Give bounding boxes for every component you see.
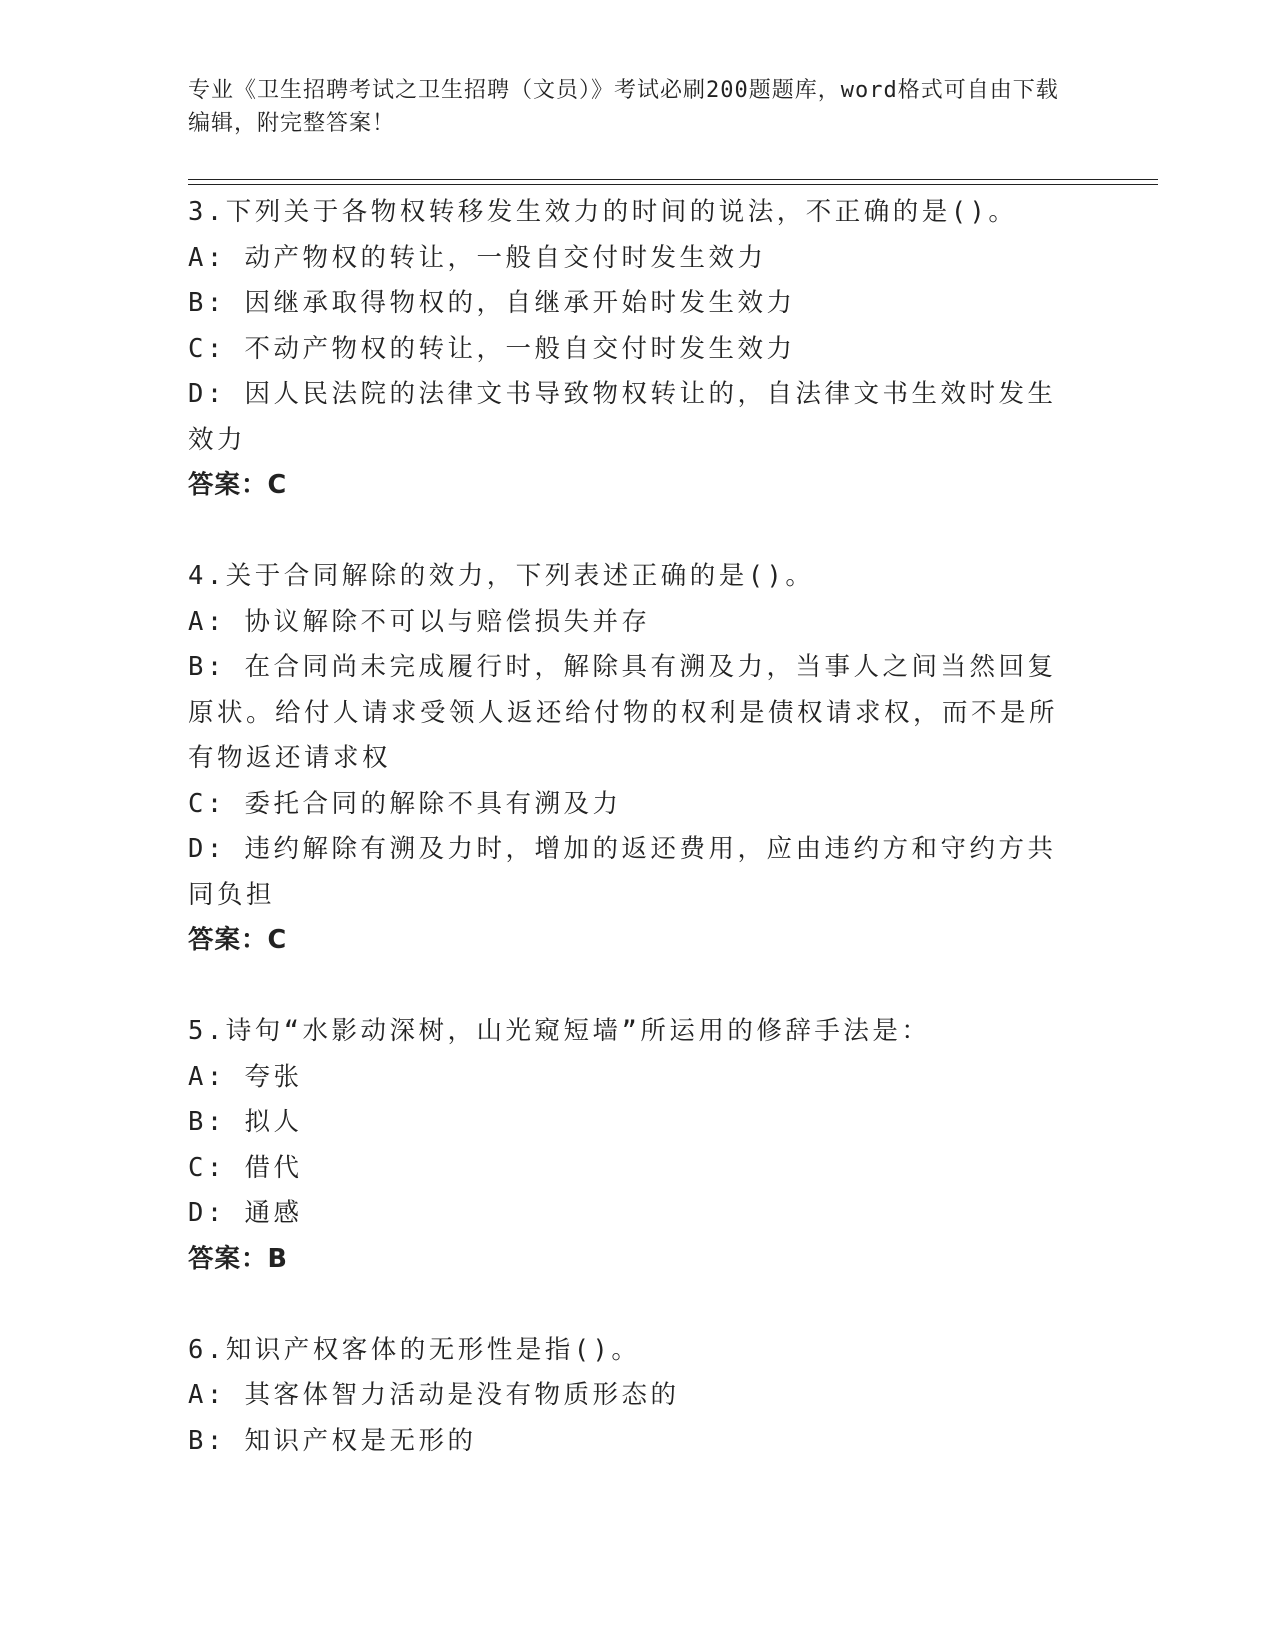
option-c: C: 借代 bbox=[188, 1152, 303, 1183]
question-stem: 3.下列关于各物权转移发生效力的时间的说法，不正确的是()。 bbox=[188, 197, 1018, 227]
answer-label: 答案：B bbox=[188, 1243, 288, 1274]
option-b: B: 拟人 bbox=[188, 1107, 303, 1137]
answer-label: 答案：C bbox=[188, 470, 288, 500]
option-a: A: 动产物权的转让，一般自交付时发生效力 bbox=[188, 242, 767, 273]
option-a: A: 协议解除不可以与赔偿损失并存 bbox=[188, 606, 651, 637]
question-list bbox=[188, 190, 1068, 1510]
answer-label: 答案：C bbox=[188, 925, 288, 955]
question-stem: 6.知识产权客体的无形性是指()。 bbox=[188, 1334, 641, 1365]
question-stem: 5.诗句“水影动深树，山光窥短墙”所运用的修辞手法是： bbox=[188, 1016, 931, 1046]
question-6 bbox=[188, 1328, 1068, 1465]
option-a: A: 其客体智力活动是没有物质形态的 bbox=[188, 1380, 680, 1410]
option-a: A: 夸张 bbox=[188, 1061, 303, 1092]
header-divider-top bbox=[188, 179, 1158, 180]
document-header bbox=[188, 74, 1068, 140]
option-b: B: 因继承取得物权的，自继承开始时发生效力 bbox=[188, 288, 796, 318]
header-intro-text: 专业《卫生招聘考试之卫生招聘（文员）》考试必刷200题题库，word格式可自由下载编辑，附完整答案！ bbox=[188, 78, 1059, 136]
question-3 bbox=[188, 190, 1068, 509]
option-c: C: 不动产物权的转让，一般自交付时发生效力 bbox=[188, 333, 796, 364]
option-d: D: 因人民法院的法律文书导致物权转让的，自法律文书生效时发生效力 bbox=[188, 379, 1057, 455]
option-c: C: 委托合同的解除不具有溯及力 bbox=[188, 788, 622, 819]
question-4 bbox=[188, 554, 1068, 964]
option-d: D: 违约解除有溯及力时，增加的返还费用，应由违约方和守约方共同负担 bbox=[188, 834, 1057, 910]
question-stem: 4.关于合同解除的效力，下列表述正确的是()。 bbox=[188, 561, 815, 591]
header-divider-bottom bbox=[188, 184, 1158, 185]
option-b: B: 在合同尚未完成履行时，解除具有溯及力，当事人之间当然回复原状。给付人请求受领人返还给付物的权利是债权请求权，而不是所有物返还请求权 bbox=[188, 652, 1059, 773]
option-b: B: 知识产权是无形的 bbox=[188, 1425, 477, 1456]
option-d: D: 通感 bbox=[188, 1198, 303, 1228]
question-5 bbox=[188, 1009, 1068, 1282]
